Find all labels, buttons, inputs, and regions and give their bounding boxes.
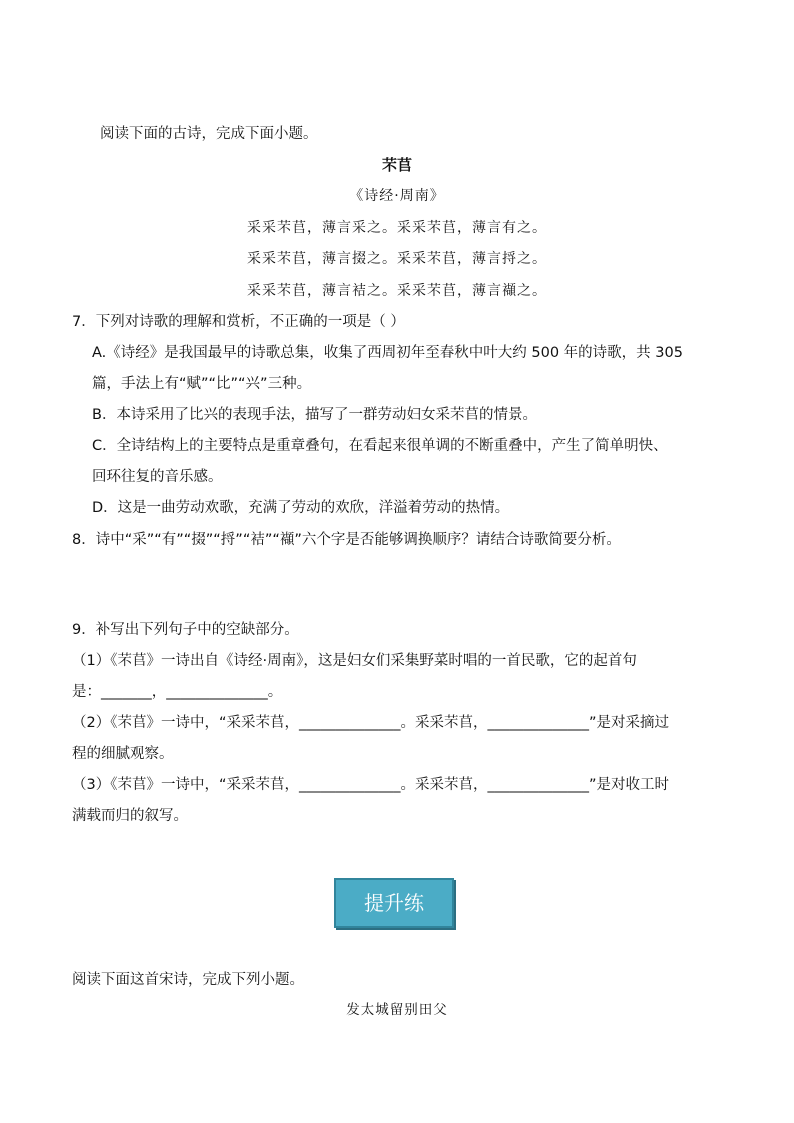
poem-line-2: 采采芣苢，薄言掇之。采采芣苢，薄言捋之。 bbox=[247, 251, 547, 267]
reading-instruction-2: 阅读下面这首宋诗，完成下列小题。 bbox=[72, 972, 304, 988]
question-9-part-2: （2）《芣苢》一诗中，“采采芣苢，______________。采采芣苢，______________”是对采摘过 bbox=[72, 715, 669, 731]
question-7-option-b: B．本诗采用了比兴的表现手法，描写了一群劳动妇女采芣苢的情景。 bbox=[92, 407, 537, 423]
question-7-option-d: D．这是一曲劳动欢歌，充满了劳动的欢欣，洋溢着劳动的热情。 bbox=[92, 500, 510, 516]
question-7-option-a: A.《诗经》是我国最早的诗歌总集，收集了西周初年至春秋中叶大约 500 年的诗歌，共 305 bbox=[92, 345, 683, 361]
question-7-option-c-cont: 回环往复的音乐感。 bbox=[92, 469, 223, 485]
question-9-part-3-cont: 满载而归的叙写。 bbox=[72, 808, 188, 824]
question-7-stem: 7．下列对诗歌的理解和赏析，不正确的一项是（ ） bbox=[72, 314, 405, 330]
poem-line-1: 采采芣苢，薄言采之。采采芣苢，薄言有之。 bbox=[247, 220, 547, 236]
poem-2-title: 发太城留别田父 bbox=[346, 1002, 448, 1018]
section-label-box: 提升练 bbox=[334, 878, 454, 928]
poem-title: 芣苢 bbox=[381, 156, 412, 174]
question-9-part-2-cont: 程的细腻观察。 bbox=[72, 746, 174, 762]
question-9-part-1: （1）《芣苢》一诗出自《诗经·周南》，这是妇女们采集野菜时唱的一首民歌，它的起首句 bbox=[72, 653, 637, 669]
question-9-part-1-blanks: 是：_______，______________。 bbox=[72, 684, 283, 700]
question-9-part-3: （3）《芣苢》一诗中，“采采芣苢，______________。采采芣苢，______________”是对收工时 bbox=[72, 777, 669, 793]
question-8: 8．诗中“采”“有”“掇”“捋”“袺”“襭”六个字是否能够调换顺序？请结合诗歌简要分析。 bbox=[72, 532, 621, 548]
question-7-option-a-cont: 篇，手法上有“赋”“比”“兴”三种。 bbox=[92, 376, 312, 392]
poem-line-3: 采采芣苢，薄言袺之。采采芣苢，薄言襭之。 bbox=[247, 283, 547, 299]
poem-source: 《诗经·周南》 bbox=[349, 188, 445, 204]
question-7-option-c: C．全诗结构上的主要特点是重章叠句，在看起来很单调的不断重叠中，产生了简单明快、 bbox=[92, 438, 668, 454]
reading-instruction: 阅读下面的古诗，完成下面小题。 bbox=[100, 126, 318, 142]
question-9-stem: 9．补写出下列句子中的空缺部分。 bbox=[72, 622, 299, 638]
